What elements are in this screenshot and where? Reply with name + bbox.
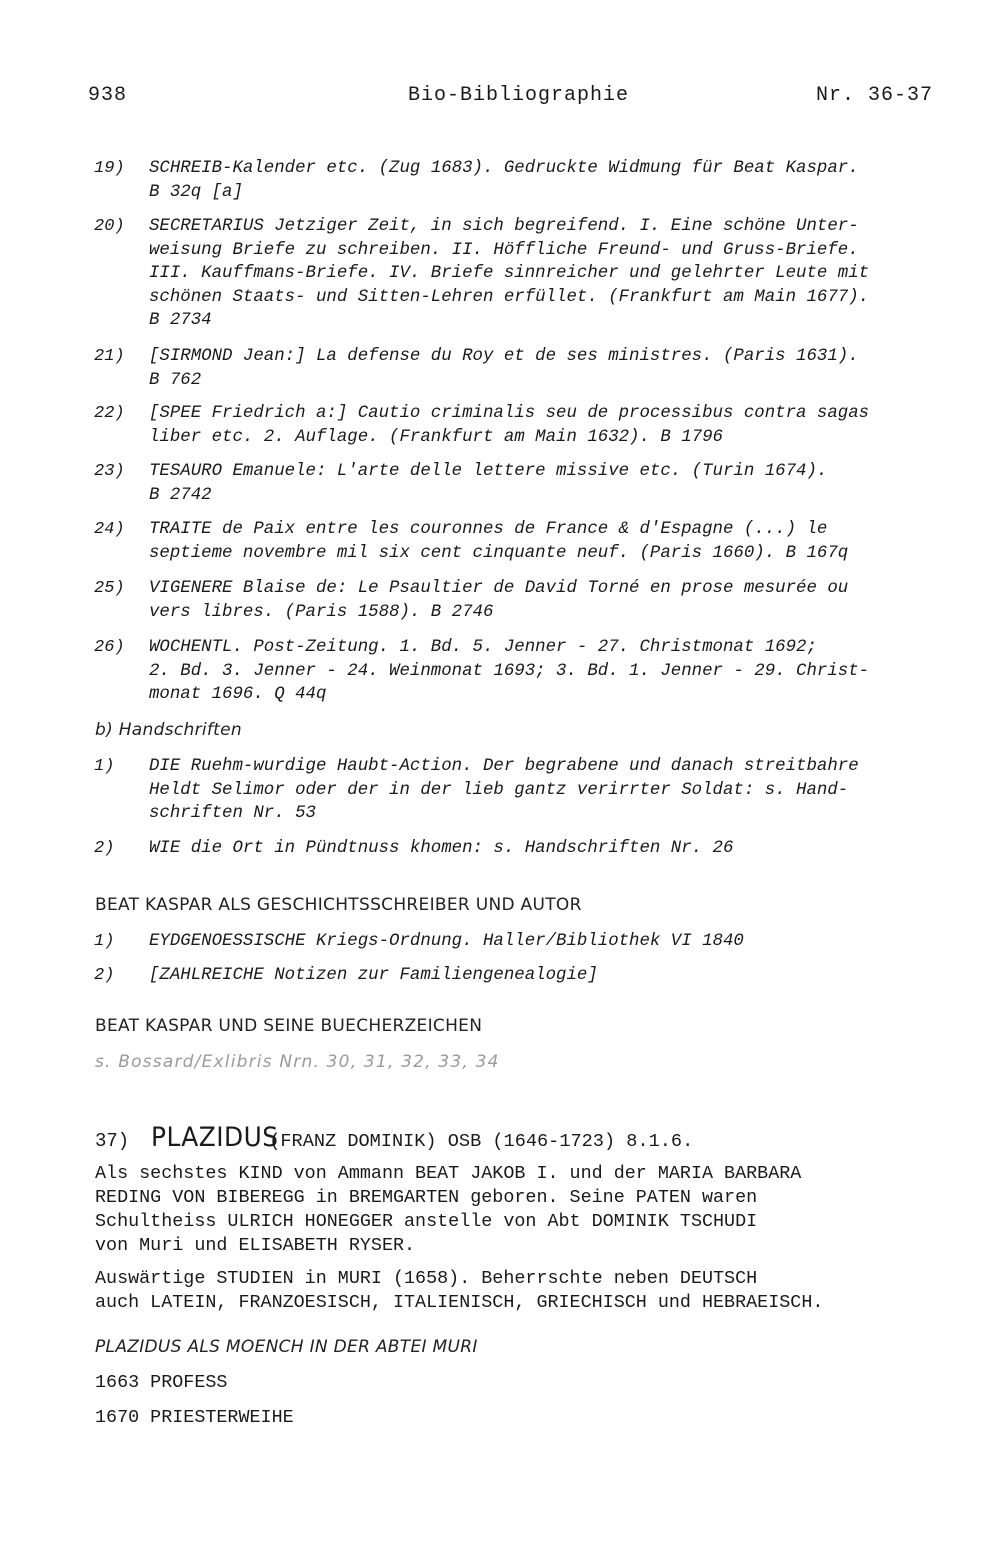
bibliography-entry [94, 157, 954, 204]
entry-line: III. Kauffmans-Briefe. IV. Briefe sinnreicher und gelehrter Leute mit [149, 264, 870, 283]
entry-number: 20) [94, 217, 125, 236]
bibliography-entry [94, 460, 954, 507]
entry-line: 2. Bd. 3. Jenner - 24. Weinmonat 1693; 3. Bd. 1. Jenner - 29. Christ- [149, 661, 870, 681]
paragraph-line: Schultheiss ULRICH HONEGGER anstelle von Abt DOMINIK TSCHUDI [95, 1211, 758, 1232]
manuscript-entry [94, 837, 954, 861]
entry-line: WIE die Ort in Pündtnuss khomen: s. Handschriften Nr. 26 [149, 839, 734, 858]
entry-37-heading [95, 1122, 693, 1153]
author-section-heading: BEAT KASPAR ALS GESCHICHTSSCHREIBER UND AUTOR [95, 895, 582, 915]
entry-line: [ZAHLREICHE Notizen zur Familiengenealogie] [149, 966, 598, 985]
entry-number: 1) [94, 757, 115, 776]
paragraph-line: REDING VON BIBEREGG in BREMGARTEN geboren. Seine PATEN waren [95, 1187, 758, 1208]
entry-line: [SIRMOND Jean:] La defense du Roy et de ses ministres. (Paris 1631). [149, 347, 859, 366]
monk-section-heading: PLAZIDUS ALS MOENCH IN DER ABTEI MURI [95, 1337, 478, 1357]
bookplates-section-heading: BEAT KASPAR UND SEINE BUECHERZEICHEN [95, 1016, 483, 1036]
milestone-priesterweihe: 1670 PRIESTERWEIHE [95, 1407, 294, 1428]
entry-line: Heldt Selimor oder der in der lieb gantz verirrter Soldat: s. Hand- [149, 780, 849, 800]
studies-paragraph [95, 1267, 985, 1315]
entry-line: TRAITE de Paix entre les couronnes de France & d'Espagne (...) le [149, 520, 828, 539]
entry-line: schriften Nr. 53 [149, 804, 316, 823]
entry-line: B 762 [149, 370, 202, 390]
entry-number: 22) [94, 404, 125, 423]
bibliography-entry [94, 636, 954, 707]
running-title: Bio-Bibliographie [408, 84, 630, 107]
entry-number: 21) [94, 347, 125, 366]
bookplates-note: s. Bossard/Exlibris Nrn. 30, 31, 32, 33, 34 [95, 1052, 500, 1072]
entry-number: 26) [94, 638, 125, 657]
entry-line: WOCHENTL. Post-Zeitung. 1. Bd. 5. Jenner - 27. Christmonat 1692; [149, 638, 817, 657]
entry-line: EYDGENOESSISCHE Kriegs-Ordnung. Haller/Bibliothek VI 1840 [149, 932, 744, 951]
entry-line: [SPEE Friedrich a:] Cautio criminalis seu de processibus contra sagas [149, 404, 870, 423]
entry-line: DIE Ruehm-wurdige Haubt-Action. Der begrabene und danach streitbahre [149, 757, 859, 776]
paragraph-line: von Muri und ELISABETH RYSER. [95, 1235, 416, 1256]
entry-37-number: 37) [95, 1130, 130, 1152]
manuscript-entry [94, 755, 954, 826]
entry-line: B 2742 [149, 485, 212, 505]
entry-line: B 2734 [149, 311, 212, 330]
bibliography-entry [94, 577, 954, 624]
author-entry [94, 964, 954, 988]
entry-line: B 32q [a] [149, 182, 243, 202]
bibliography-entry [94, 518, 954, 565]
entry-number: 2) [94, 966, 115, 985]
entry-number: 24) [94, 520, 125, 539]
entry-range: Nr. 36-37 [816, 84, 934, 107]
entry-line: SCHREIB-Kalender etc. (Zug 1683). Gedruckte Widmung für Beat Kaspar. [149, 159, 859, 178]
entry-number: 1) [94, 932, 115, 951]
entry-line: TESAURO Emanuele: L'arte delle lettere missive etc. (Turin 1674). [149, 462, 828, 481]
paragraph-line: Als sechstes KIND von Ammann BEAT JAKOB I. und der MARIA BARBARA [95, 1163, 802, 1184]
entry-line: schönen Staats- und Sitten-Lehren erfüllet. (Frankfurt am Main 1677). [149, 287, 870, 307]
entry-number: 23) [94, 462, 125, 481]
milestone-profess: 1663 PROFESS [95, 1372, 228, 1393]
paragraph-line: auch LATEIN, FRANZOESISCH, ITALIENISCH, GRIECHISCH und HEBRAEISCH. [95, 1292, 824, 1313]
paragraph-line: Auswärtige STUDIEN in MURI (1658). Beherrschte neben DEUTSCH [95, 1268, 758, 1289]
entry-line: VIGENERE Blaise de: Le Psaultier de David Torné en prose mesurée ou [149, 579, 849, 598]
entry-number: 19) [94, 159, 125, 178]
bibliography-entry [94, 345, 954, 392]
entry-line: monat 1696. Q 44q [149, 685, 327, 704]
bibliography-entry [94, 215, 954, 333]
entry-line: weisung Briefe zu schreiben. II. Höffliche Freund- und Gruss-Briefe. [149, 240, 859, 260]
page-number: 938 [88, 84, 128, 107]
entry-line: septieme novembre mil six cent cinquante neuf. (Paris 1660). B 167q [149, 543, 849, 563]
entry-line: SECRETARIUS Jetziger Zeit, in sich begreifend. I. Eine schöne Unter- [149, 217, 859, 236]
entry-line: liber etc. 2. Auflage. (Frankfurt am Main 1632). B 1796 [149, 427, 723, 447]
entry-number: 25) [94, 579, 125, 598]
bibliography-entry [94, 402, 954, 449]
entry-37-name: PLAZIDUS [151, 1122, 279, 1153]
entry-line: vers libres. (Paris 1588). B 2746 [149, 602, 494, 622]
handschriften-heading: b) Handschriften [95, 720, 242, 740]
author-entry [94, 930, 954, 954]
entry-number: 2) [94, 839, 115, 858]
entry-37-details: (FRANZ DOMINIK) OSB (1646-1723) 8.1.6. [269, 1131, 694, 1152]
birth-paragraph [95, 1162, 985, 1258]
